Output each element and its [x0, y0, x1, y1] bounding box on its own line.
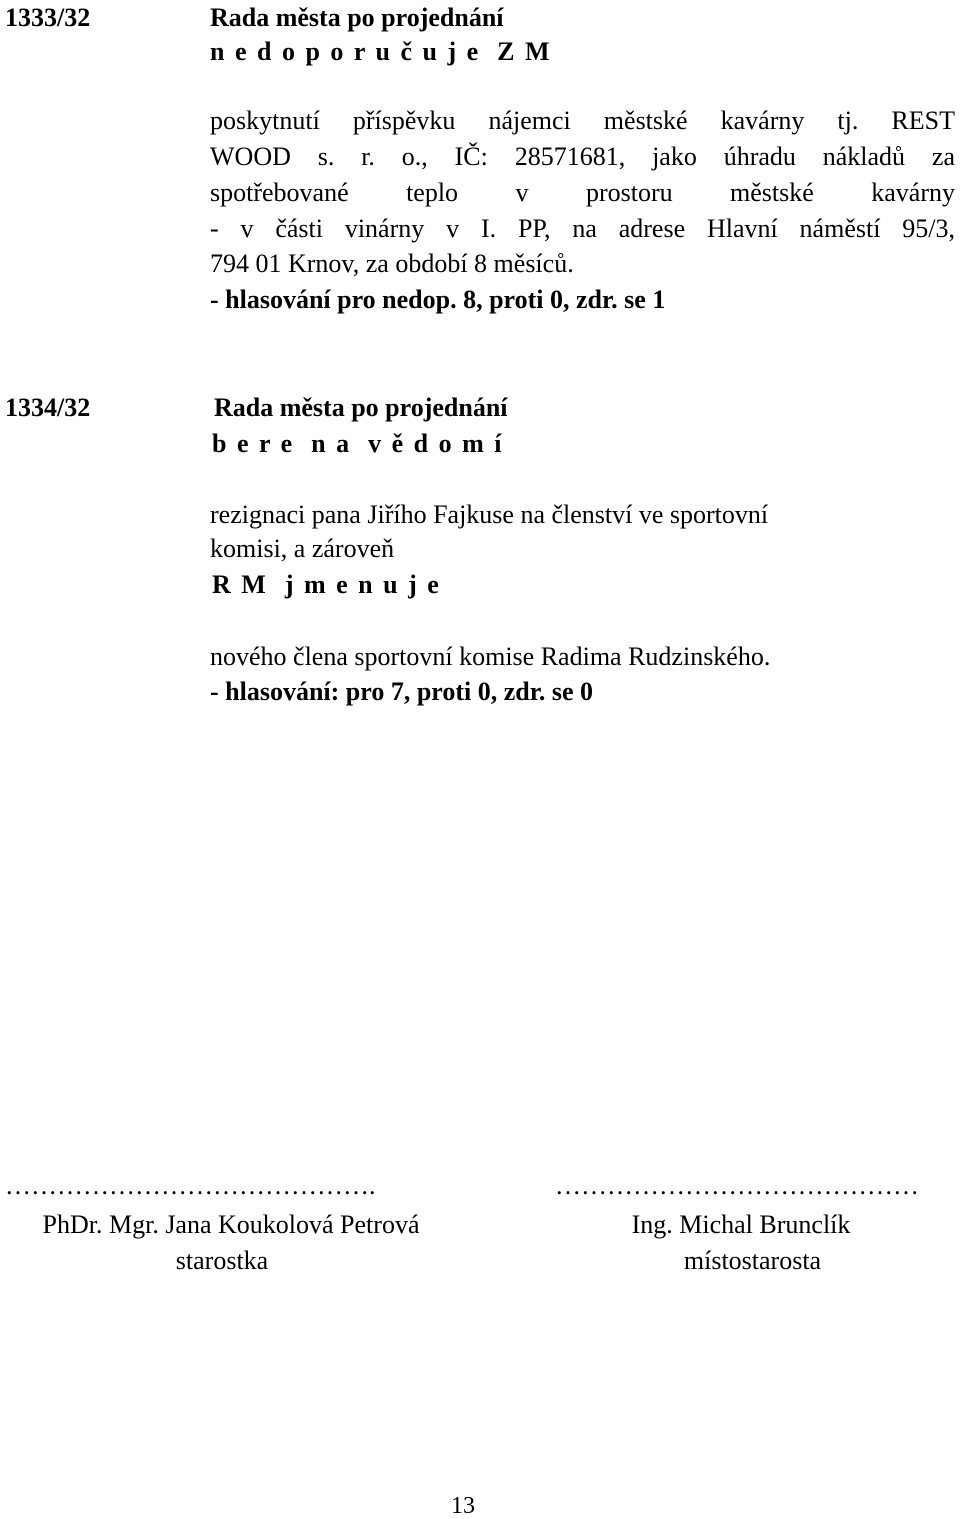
- resolution-decision: b e r e n a v ě d o m í: [212, 429, 504, 458]
- resolution-vote: - hlasování pro nedop. 8, proti 0, zdr. se 1: [210, 285, 666, 314]
- signatory-role-right: místostarosta: [683, 1246, 822, 1275]
- page-number: 13: [451, 1493, 475, 1519]
- resolution-heading: Rada města po projednání: [210, 3, 504, 32]
- resolution-number: 1333/32: [5, 3, 91, 32]
- resolution-text-line: WOOD s. r. o., IČ: 28571681, jako úhradu nákladů za: [210, 142, 955, 171]
- signature-line-right: ……………………………………: [555, 1171, 919, 1200]
- resolution-text-line: 794 01 Krnov, za období 8 měsíců.: [210, 249, 574, 278]
- resolution-decision-secondary: R M j m e n u j e: [212, 570, 441, 599]
- signatory-name-right: Ing. Michal Brunclík: [631, 1210, 851, 1239]
- resolution-vote: - hlasování: pro 7, proti 0, zdr. se 0: [210, 677, 594, 706]
- resolution-text-line: nového člena sportovní komise Radima Rudzinského.: [210, 642, 771, 671]
- resolution-text-line: spotřebované teplo v prostoru městské kavárny: [210, 178, 955, 207]
- resolution-text-line: poskytnutí příspěvku nájemci městské kavárny tj. REST: [210, 106, 955, 135]
- resolution-text-line: komisi, a zároveň: [210, 534, 395, 563]
- signature-line-left: …………………………………….: [5, 1171, 376, 1200]
- resolution-number: 1334/32: [5, 393, 91, 422]
- resolution-text-line: - v části vinárny v I. PP, na adrese Hlavní náměstí 95/3,: [210, 214, 955, 243]
- resolution-heading: Rada města po projednání: [214, 393, 508, 422]
- resolution-text-line: rezignaci pana Jiřího Fajkuse na členství ve sportovní: [210, 500, 769, 529]
- signatory-name-left: PhDr. Mgr. Jana Koukolová Petrová: [42, 1210, 420, 1239]
- resolution-decision: n e d o p o r u č u j e Z M: [210, 37, 552, 66]
- signatory-role-left: starostka: [175, 1246, 269, 1275]
